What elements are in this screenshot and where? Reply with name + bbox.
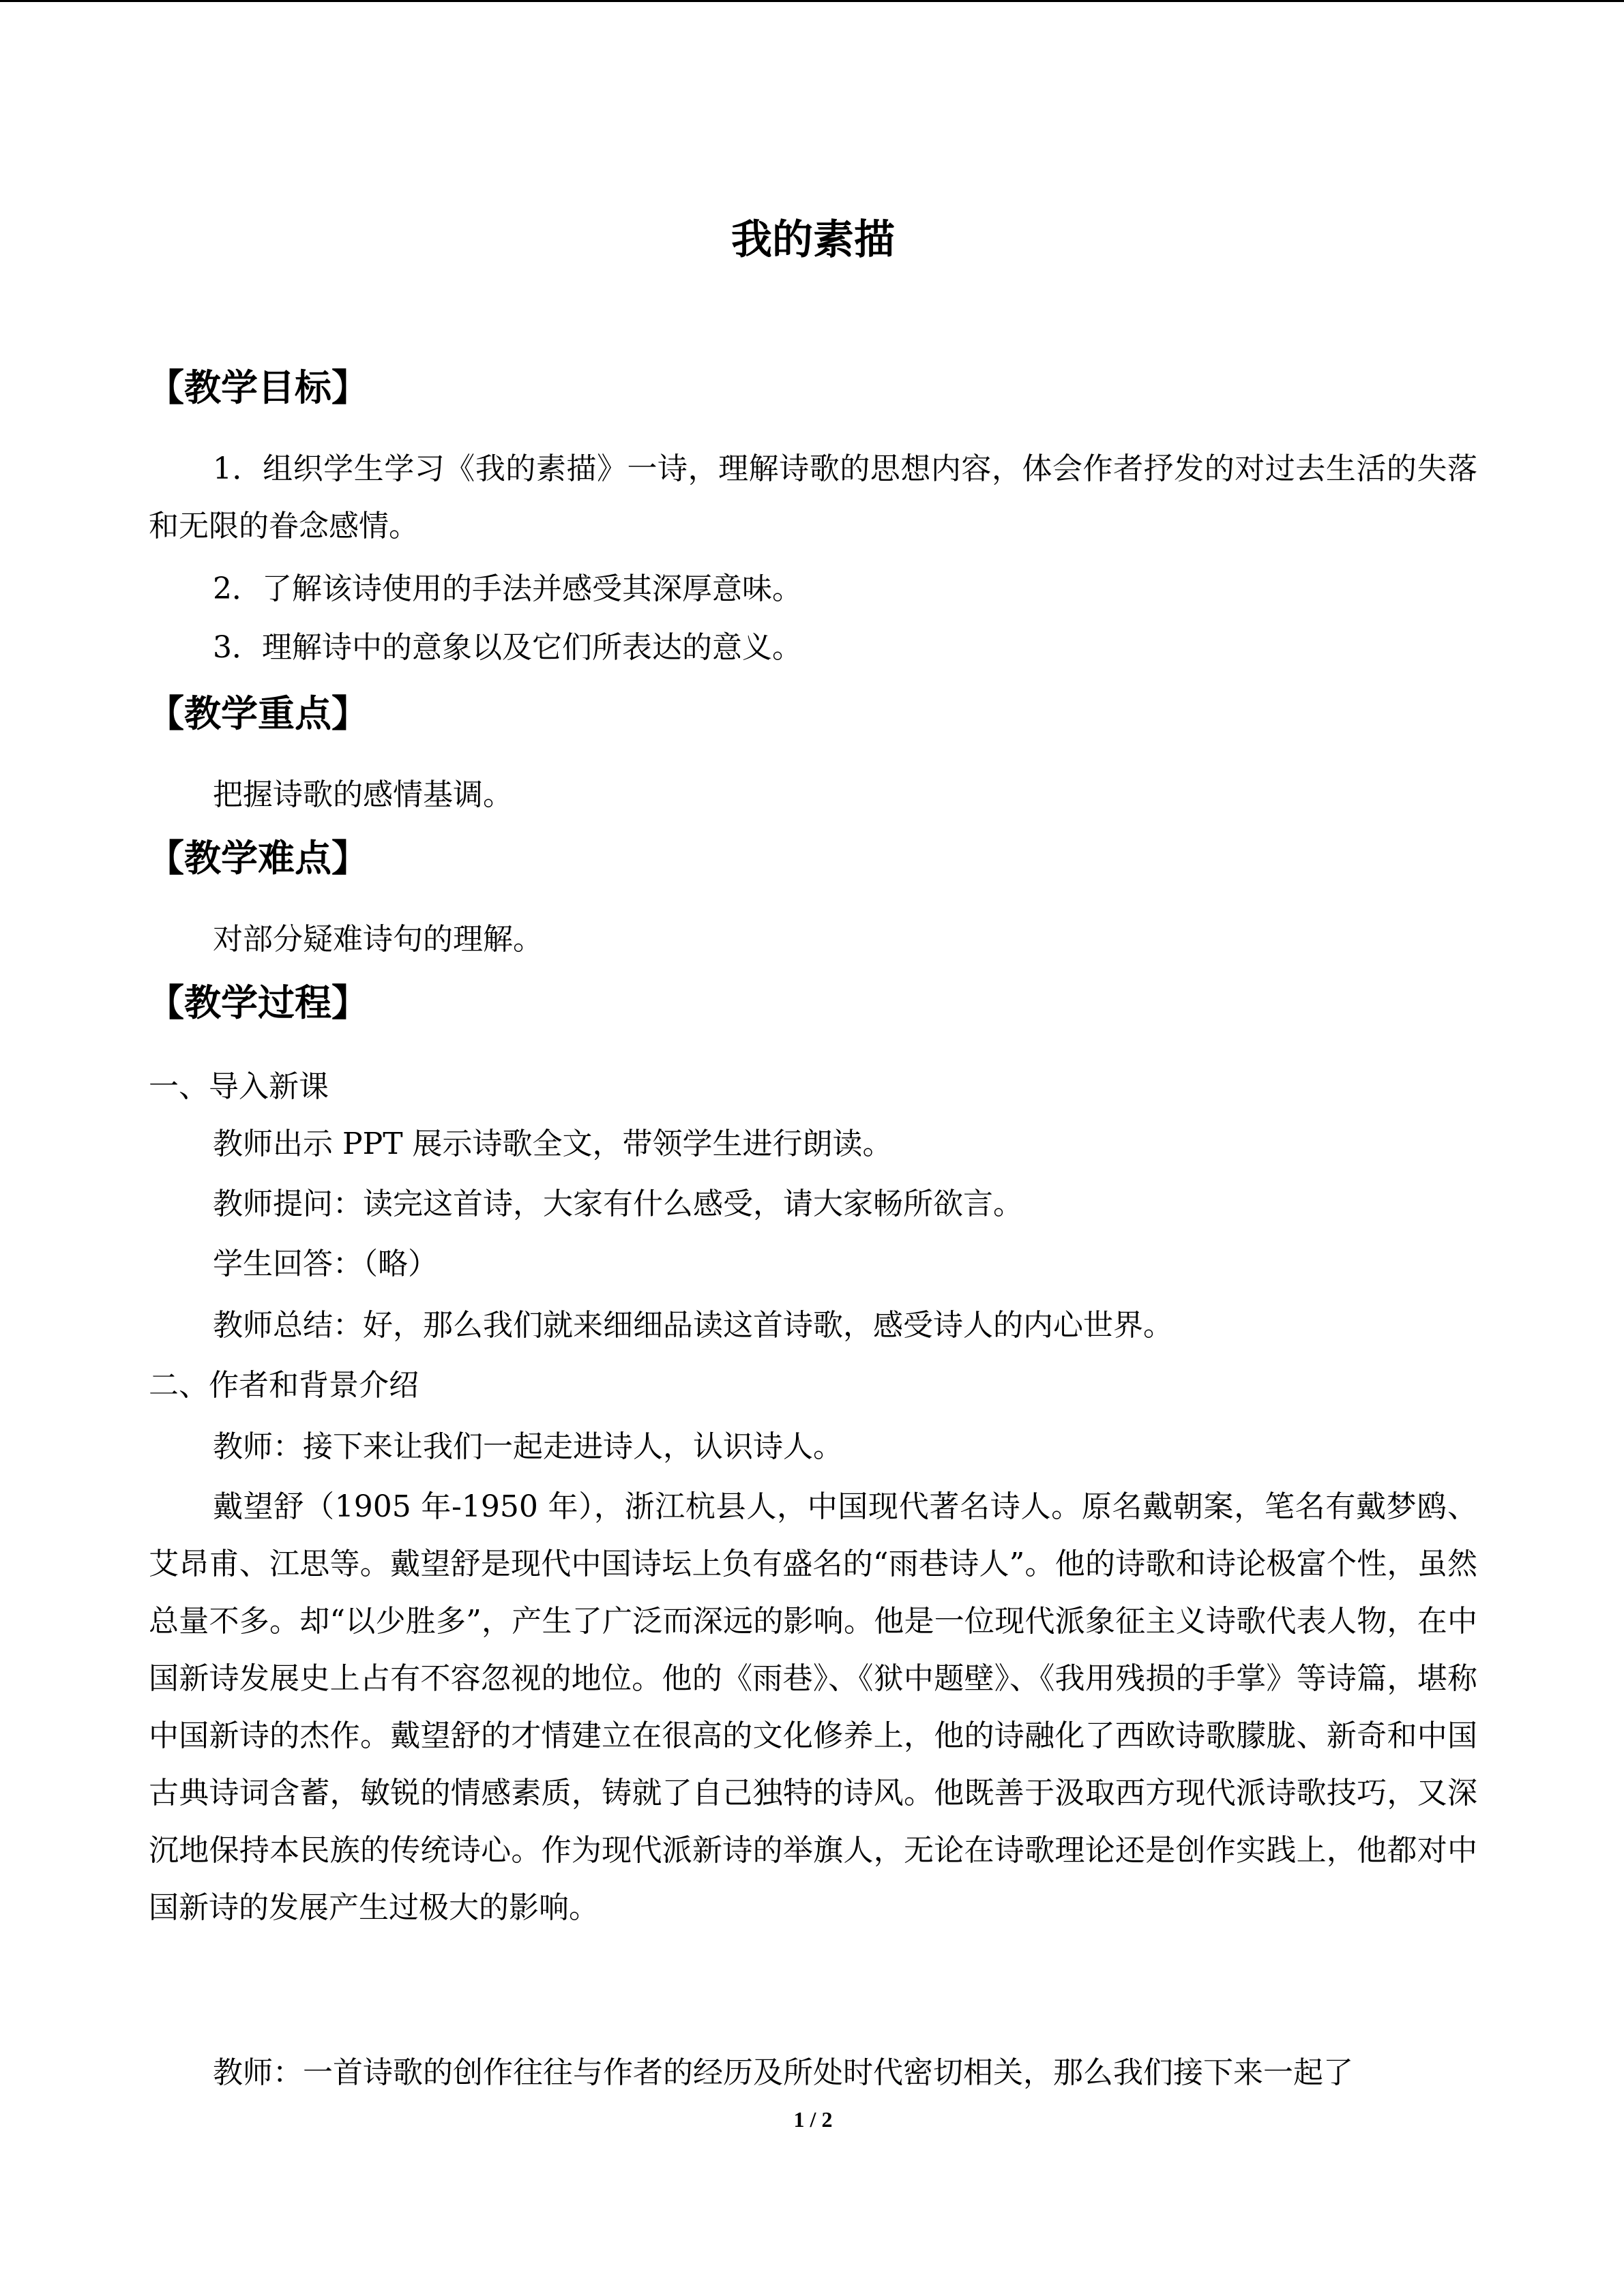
- objective-item-2: 2．了解该诗使用的手法并感受其深厚意味。: [213, 571, 802, 606]
- page-number: 1 / 2: [793, 2107, 833, 2132]
- process-part-1-line-4: 教师总结：好，那么我们就来细细品读这首诗歌，感受诗人的内心世界。: [213, 1308, 1173, 1343]
- process-part-2-line-1: 教师：接下来让我们一起走进诗人，认识诗人。: [213, 1429, 843, 1464]
- process-part-1-line-3: 学生回答：（略）: [213, 1247, 438, 1281]
- process-part-1-line-1: 教师出示 PPT 展示诗歌全文，带领学生进行朗读。: [213, 1127, 893, 1161]
- heading-teaching-process: 【教学过程】: [147, 981, 368, 1024]
- process-part-1-title: 一、导入新课: [149, 1069, 329, 1104]
- author-biography-paragraph: 戴望舒（1905 年-1950 年），浙江杭县人，中国现代著名诗人。原名戴朝案，笔名有戴梦鸥、艾昂甫、江思等。戴望舒是现代中国诗坛上负有盛名的“雨巷诗人”。他的诗歌和诗论极富个性，虽然总量不多。却“以少胜多”，产生了广泛而深远的影响。他是一位现代派象征主义诗歌代表人物，在中国新诗发展史上占有不容忽视的地位。他的《雨巷》、《狱中题壁》、《我用残损的手掌》等诗篇，堪称中国新诗的杰作。戴望舒的才情建立在很高的文化修养上，他的诗融化了西欧诗歌朦胧、新奇和中国古典诗词含蓄，敏锐的情感素质，铸就了自己独特的诗风。他既善于汲取西方现代派诗歌技巧，又深沉地保持本民族的传统诗心。作为现代派新诗的举旗人，无论在诗歌理论还是创作实践上，他都对中国新诗的发展产生过极大的影响。: [149, 1489, 1477, 1925]
- process-part-1-line-2: 教师提问：读完这首诗，大家有什么感受，请大家畅所欲言。: [213, 1187, 1023, 1221]
- objective-item-3: 3．理解诗中的意象以及它们所表达的意义。: [213, 630, 802, 665]
- document-page: [149, 0, 1477, 2296]
- key-points-text: 把握诗歌的感情基调。: [213, 777, 513, 812]
- document-title: 我的素描: [731, 216, 895, 264]
- heading-teaching-difficulties: 【教学难点】: [147, 836, 368, 880]
- heading-teaching-key-points: 【教学重点】: [147, 691, 368, 735]
- difficulties-text: 对部分疑难诗句的理解。: [213, 922, 543, 957]
- process-part-2-title: 二、作者和背景介绍: [149, 1368, 419, 1403]
- process-part-2-line-3: 教师：一首诗歌的创作往往与作者的经历及所处时代密切相关，那么我们接下来一起了: [213, 2055, 1353, 2090]
- objective-item-1: 1．组织学生学习《我的素描》一诗，理解诗歌的思想内容，体会作者抒发的对过去生活的失落和无限的眷念感情。: [149, 451, 1477, 543]
- heading-teaching-objectives: 【教学目标】: [147, 366, 368, 409]
